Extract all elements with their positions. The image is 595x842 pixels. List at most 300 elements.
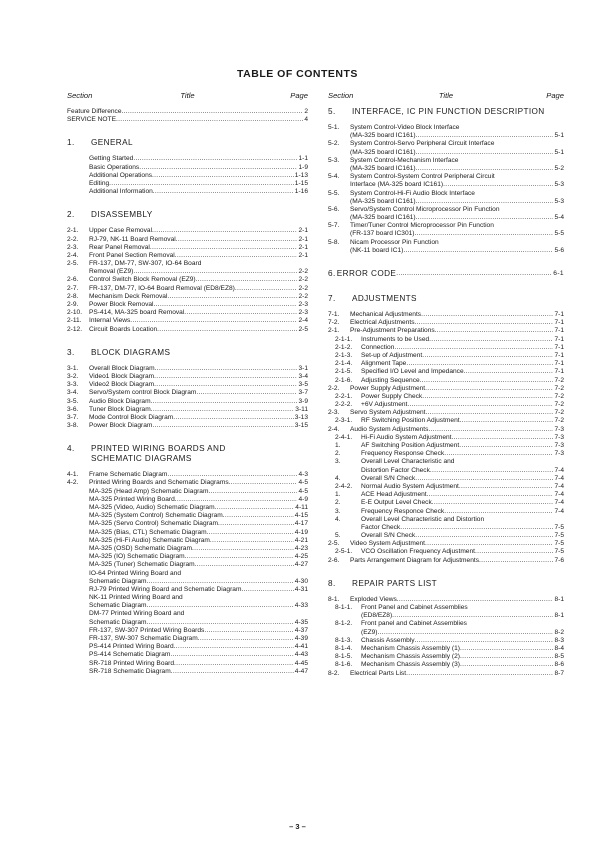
header-page: Page — [290, 91, 308, 100]
entry-number: 3-5. — [67, 397, 79, 405]
toc-entry — [67, 155, 308, 163]
section-heading — [328, 268, 564, 280]
toc-entry — [67, 643, 308, 651]
toc-left-column — [67, 92, 308, 676]
entry-page: 4-17 — [294, 520, 308, 528]
entry-number: 2-1-3. — [335, 351, 353, 359]
section-title: GENERAL — [91, 138, 133, 148]
dot-leader — [416, 165, 554, 173]
dot-leader — [429, 336, 553, 344]
entry-number: 1. — [335, 491, 341, 499]
dot-leader — [154, 301, 298, 309]
entry-page: 4-37 — [294, 626, 308, 634]
dot-leader — [155, 365, 298, 373]
entry-title: MA-325 (Bias, CTL) Schematic Diagram — [89, 528, 207, 536]
dot-leader — [157, 326, 297, 334]
entry-number: 2-9. — [67, 301, 79, 308]
dot-leader — [130, 317, 297, 325]
dot-leader — [147, 619, 294, 627]
entry-number: 2-3. — [67, 243, 79, 251]
entry-page: 7-2 — [554, 401, 564, 409]
entry-title: Video1 Block Diagram — [89, 372, 155, 380]
section-number: 7. — [328, 294, 336, 303]
entry-title: Upper Case Removal — [89, 227, 153, 235]
toc-entry — [328, 516, 564, 524]
dot-leader — [218, 520, 294, 528]
section-title: INTERFACE, IC PIN FUNCTION DESCRIPTION — [352, 107, 545, 116]
entry-title: SERVICE NOTE — [67, 116, 116, 124]
toc-entry — [328, 467, 564, 475]
entry-page: 8-3 — [554, 636, 564, 644]
dot-leader — [210, 537, 294, 545]
entry-title: (MA-325 board IC161) — [350, 214, 416, 222]
toc-entry — [67, 309, 308, 317]
entry-page: 7-4 — [554, 491, 564, 499]
dot-leader — [116, 116, 303, 124]
dot-leader — [400, 524, 553, 532]
entry-page: 7-2 — [554, 392, 564, 400]
dot-leader — [150, 244, 298, 252]
section-title: DISASSEMBLY — [91, 210, 153, 220]
toc-entry — [67, 520, 308, 528]
entry-page: 2-3 — [298, 309, 308, 317]
entry-title: Nicam Processor Pin Function — [350, 238, 439, 246]
entry-title: FR-137, SW-307 Printed Wiring Boards — [89, 626, 205, 634]
dot-leader — [152, 227, 297, 235]
toc-entry — [328, 508, 564, 516]
toc-entry — [328, 157, 564, 165]
section-title: PRINTED WIRING BOARDS AND — [91, 444, 226, 454]
entry-title: Mechanism Chassis Assembly (2) — [361, 653, 460, 661]
dot-leader — [392, 612, 553, 620]
entry-number: 5-1. — [328, 124, 340, 131]
entry-page: 4-43 — [294, 651, 308, 659]
entry-page: 4-47 — [294, 667, 308, 675]
toc-entry — [328, 540, 564, 548]
entry-page: 2-2 — [298, 292, 308, 300]
entry-title: Alignment Tape — [361, 360, 407, 368]
entry-page: 7-3 — [554, 450, 564, 458]
entry-page: 7-1 — [554, 351, 564, 359]
toc-entry — [328, 596, 564, 604]
section-heading — [67, 347, 308, 359]
entry-number: 8-1-2. — [335, 620, 353, 628]
dot-leader — [432, 499, 554, 507]
dot-leader — [207, 529, 294, 537]
entry-title: Pre-Adjustment Preparations — [350, 327, 435, 335]
entry-number: 7-2. — [328, 319, 340, 327]
toc-entry — [67, 326, 308, 334]
toc-entry — [67, 635, 308, 643]
entry-page: 7-3 — [554, 425, 564, 433]
section-heading — [328, 293, 564, 305]
entry-number: 2-5. — [328, 540, 340, 548]
entry-title: Power Block Diagram — [89, 422, 153, 430]
entry-number: 3-7. — [67, 413, 79, 421]
column-header — [328, 92, 564, 103]
section-heading — [328, 578, 564, 590]
dot-leader — [406, 360, 553, 368]
entry-page: 7-2 — [554, 376, 564, 384]
dot-leader — [415, 230, 554, 238]
entry-number: 4. — [335, 515, 341, 523]
toc-entry — [328, 173, 564, 181]
dot-leader — [416, 149, 554, 157]
entry-title: Mechanical Adjustments — [350, 311, 422, 318]
toc-entry — [328, 450, 564, 458]
dot-leader — [426, 409, 554, 417]
entry-page: 8-2 — [554, 628, 564, 636]
toc-entry — [67, 398, 308, 406]
entry-title: System Control-Servo Peripheral Circuit Interface — [350, 140, 495, 148]
toc-entry — [67, 276, 308, 284]
entry-page: 4-3 — [298, 471, 308, 479]
entry-number: 3-8. — [67, 422, 79, 430]
entry-page: 7-1 — [554, 343, 564, 351]
dot-leader — [185, 553, 294, 561]
toc-entry — [328, 385, 564, 393]
entry-number: 3. — [335, 507, 341, 515]
entry-page: 7-1 — [554, 335, 564, 343]
toc-entry — [328, 645, 564, 653]
toc-entry — [328, 401, 564, 409]
toc-entry — [67, 293, 308, 301]
entry-page: 8-1 — [554, 612, 564, 620]
entry-title: Circuit Boards Location — [89, 325, 158, 333]
section-disassembly — [67, 209, 308, 333]
toc-entry — [328, 190, 564, 198]
dot-leader — [421, 311, 553, 319]
header-section: Section — [328, 91, 354, 100]
toc-entry — [328, 442, 564, 450]
entry-number: 8-1. — [328, 595, 340, 603]
section-title: SCHEMATIC DIAGRAMS — [91, 454, 192, 464]
toc-entry — [67, 180, 308, 188]
entry-page: 4 — [304, 116, 308, 124]
toc-entry — [67, 602, 308, 610]
entry-page: 2-2 — [298, 284, 308, 292]
toc-entry — [328, 604, 564, 612]
dot-leader — [430, 467, 554, 475]
entry-title: Timer/Tuner Control Microprocessor Pin Function — [350, 222, 494, 230]
entry-title: Removal (EZ9) — [89, 268, 134, 276]
entry-title: RJ-79, NK-11 Board Removal — [89, 235, 176, 243]
entry-title: PS-414 Schematic Diagram — [89, 651, 171, 659]
dot-leader — [122, 108, 304, 116]
dot-leader — [475, 548, 553, 556]
toc-entry — [328, 532, 564, 540]
entry-title: Mode Control Block Diagram — [89, 413, 174, 421]
entry-number: 2-2. — [67, 235, 79, 243]
toc-entry — [328, 629, 564, 637]
toc-entry — [67, 545, 308, 553]
header-title: Title — [180, 91, 195, 100]
toc-entry — [328, 311, 564, 319]
dot-leader — [147, 578, 294, 586]
toc-entry — [328, 360, 564, 368]
dot-leader — [174, 643, 294, 651]
entry-number: 2-2-2. — [335, 401, 353, 409]
entry-page: 5-1 — [554, 132, 564, 140]
entry-number: 2-6. — [328, 556, 340, 564]
section-number: 5. — [328, 107, 336, 116]
entry-title: (MA-325 board IC161) — [350, 148, 416, 156]
toc-entry — [328, 124, 564, 132]
entry-title: (MA-325 board IC161) — [350, 132, 416, 140]
entry-number: 3. — [335, 458, 341, 466]
entry-number: 2-8. — [67, 292, 79, 300]
entry-page: 2-3 — [298, 301, 308, 308]
entry-number: 2. — [335, 450, 341, 458]
entry-number: 3-2. — [67, 372, 79, 380]
dot-leader — [154, 381, 297, 389]
entry-title: (ED8/EZ8) — [361, 612, 393, 620]
entry-number: 5-6. — [328, 205, 340, 213]
entry-page: 7-5 — [554, 540, 564, 548]
toc-entry — [328, 475, 564, 483]
dot-leader — [109, 180, 294, 188]
entry-number: 5-3. — [328, 156, 340, 164]
entry-page: 7-5 — [554, 523, 564, 531]
dot-leader — [151, 406, 295, 414]
entry-title: Front Panel Section Removal — [89, 251, 175, 259]
toc-entry — [67, 586, 308, 594]
toc-entry — [328, 165, 564, 173]
section-number: 1. — [67, 138, 75, 148]
toc-entry — [67, 537, 308, 545]
dot-leader — [460, 653, 554, 661]
dot-leader — [235, 285, 298, 293]
entry-number: 8-1-6. — [335, 661, 353, 669]
entry-title: Overall Block Diagram — [89, 364, 155, 372]
toc-entry — [328, 670, 564, 678]
entry-page: 7-1 — [554, 311, 564, 318]
entry-title: PS-414 Printed Wiring Board — [89, 643, 174, 651]
entry-page: 8-5 — [554, 653, 564, 661]
entry-page: 3-15 — [294, 422, 308, 430]
entry-page: 1-16 — [294, 188, 308, 196]
toc-entry — [67, 236, 308, 244]
entry-page: 4-5 — [298, 487, 308, 495]
toc-entry — [67, 619, 308, 627]
entry-title: MA-325 (OSD) Schematic Diagram — [89, 544, 192, 552]
entry-number: 4-1. — [67, 471, 79, 479]
entry-page: 4-21 — [294, 536, 308, 544]
toc-entry — [67, 610, 308, 618]
toc-entry — [328, 409, 564, 417]
entry-page: 7-4 — [554, 482, 564, 490]
entry-title: Frequency Response Check — [361, 450, 445, 458]
toc-entry — [67, 594, 308, 602]
entry-title: Mechanism Chassis Assembly (3) — [361, 661, 460, 669]
entry-page: 7-4 — [554, 499, 564, 507]
entry-number: 2-4-2. — [335, 482, 353, 490]
dot-leader — [152, 422, 293, 430]
entry-number: 5-5. — [328, 189, 340, 197]
toc-entry — [328, 352, 564, 360]
entry-page: 2-2 — [298, 276, 308, 284]
entry-title: Power Supply Adjustment — [350, 384, 426, 392]
dot-leader — [415, 637, 554, 645]
section-block-diagrams — [67, 347, 308, 431]
entry-title: MA-325 (IO) Schematic Diagram — [89, 553, 185, 561]
section-title: BLOCK DIAGRAMS — [91, 347, 171, 357]
entry-page: 3-11 — [295, 405, 308, 413]
entry-title: NK-11 Printed Wiring Board and — [89, 594, 183, 602]
toc-right-column — [328, 92, 564, 678]
entry-page: 3-1 — [298, 364, 308, 372]
toc-entry — [328, 483, 564, 491]
dot-leader — [208, 488, 297, 496]
entry-title: (MA-325 board IC161) — [350, 164, 416, 172]
dot-leader — [176, 236, 298, 244]
dot-leader — [425, 540, 553, 548]
toc-entry — [328, 149, 564, 157]
dot-leader — [198, 635, 294, 643]
entry-page: 4-23 — [294, 544, 308, 552]
dot-leader — [416, 132, 554, 140]
entry-number: 2-2. — [328, 384, 340, 392]
entry-title: MA-325 (Video, Audio) Schematic Diagram — [89, 504, 215, 511]
toc-entry — [67, 268, 308, 276]
entry-title: RF Switching Position Adjustment — [361, 417, 460, 425]
entry-page: 8-6 — [554, 661, 564, 669]
entry-title: Additional Information — [89, 188, 153, 196]
entry-number: 5-8. — [328, 238, 340, 246]
entry-number: 5. — [335, 532, 341, 540]
toc-entry — [67, 668, 308, 676]
entry-number: 1. — [335, 442, 341, 449]
entry-title: MA-325 (System Control) Schematic Diagram — [89, 512, 223, 520]
entry-title: Printed Wiring Boards and Schematic Diagrams — [89, 479, 229, 487]
dot-leader — [444, 508, 553, 516]
entry-title: Instruments to be Used — [361, 335, 430, 343]
entry-title: Electrical Parts List — [350, 669, 407, 677]
entry-number: 2-10. — [67, 309, 83, 317]
toc-entry — [67, 512, 308, 520]
toc-entry — [67, 553, 308, 561]
entry-title: RJ-79 Printed Wiring Board and Schematic Diagram — [89, 585, 242, 593]
entry-title: MA-325 (Tuner) Schematic Diagram — [89, 561, 195, 569]
entry-page: 7-3 — [554, 442, 564, 449]
dot-leader — [204, 627, 293, 635]
dot-leader — [403, 247, 553, 255]
entry-page: 7-2 — [554, 409, 564, 417]
dot-leader — [184, 309, 297, 317]
entry-page: 7-5 — [554, 548, 564, 556]
toc-entry — [67, 570, 308, 578]
entry-number: 2-5. — [67, 260, 79, 268]
entry-title: Power Block Removal — [89, 301, 154, 308]
dot-leader — [407, 401, 553, 409]
entry-page: 5-4 — [554, 214, 564, 222]
entry-page: 7-4 — [554, 507, 564, 515]
dot-leader — [192, 545, 294, 553]
entry-page: 3-9 — [298, 397, 308, 405]
entry-number: 7-1. — [328, 311, 340, 318]
section-adjustments — [328, 293, 564, 565]
entry-page: 4-5 — [298, 479, 308, 487]
entry-page: 4-33 — [294, 602, 308, 610]
entry-title: Feature Difference — [67, 108, 122, 115]
section-title: ERROR CODE — [336, 269, 397, 278]
entry-page: 8-1 — [554, 595, 564, 603]
section-heading — [328, 106, 564, 118]
entry-title: Normal Audio System Adjustment — [361, 482, 459, 490]
entry-title: Editing — [89, 179, 110, 187]
toc-entry — [67, 651, 308, 659]
entry-number: 5-7. — [328, 222, 340, 230]
entry-page: 1-9 — [298, 163, 308, 171]
entry-title: Front panel and Cabinet Assemblies — [361, 620, 467, 628]
entry-number: 2. — [335, 499, 341, 507]
entry-title: MA-325 (Hi-Fi Audio) Schematic Diagram — [89, 536, 210, 544]
section-number: 3. — [67, 347, 75, 357]
toc-entry — [328, 491, 564, 499]
toc-entry — [67, 389, 308, 397]
entry-title: Exploded Views — [350, 595, 397, 603]
entry-title: Electrical Adjustments — [350, 319, 415, 327]
toc-entry — [328, 393, 564, 401]
dot-leader — [459, 483, 554, 491]
entry-title: Internal Views — [89, 317, 131, 325]
dot-leader — [171, 668, 294, 676]
dot-leader — [133, 268, 297, 276]
entry-page: 7-3 — [554, 433, 564, 441]
section-heading — [67, 137, 308, 149]
toc-entry — [67, 578, 308, 586]
section-repair-parts — [328, 578, 564, 678]
entry-page: 4-11 — [295, 504, 308, 511]
toc-entry — [328, 499, 564, 507]
entry-page: 2-1 — [298, 235, 308, 243]
entry-title: System Control-Hi-Fi Audio Block Interface — [350, 189, 475, 197]
toc-entry — [328, 548, 564, 556]
dot-leader — [196, 389, 297, 397]
entry-title: Hi-Fi Audio System Adjustment — [361, 433, 452, 441]
entry-page: 7-6 — [554, 556, 564, 564]
entry-number: 4. — [335, 474, 341, 482]
entry-page: 4-39 — [294, 635, 308, 642]
toc-entry — [67, 301, 308, 309]
dot-leader — [377, 629, 553, 637]
toc-entry — [328, 557, 564, 565]
entry-page: 4-31 — [294, 585, 308, 593]
section-error-code — [328, 268, 564, 280]
dot-leader — [425, 385, 553, 393]
entry-title: Schematic Diagram — [89, 577, 147, 585]
toc-entry — [67, 188, 308, 196]
toc-entry — [328, 426, 564, 434]
dot-leader — [167, 293, 297, 301]
toc-entry — [67, 172, 308, 180]
entry-number: 2-2-1. — [335, 392, 353, 400]
dot-leader — [416, 214, 554, 222]
entry-number: 2-1-4. — [335, 360, 353, 368]
toc-entry — [67, 227, 308, 235]
entry-number: 3-6. — [67, 405, 79, 413]
entry-page: 2-1 — [298, 251, 308, 259]
toc-entry — [328, 239, 564, 247]
toc-entry — [328, 377, 564, 385]
dot-leader — [416, 198, 554, 206]
entry-page: 2-1 — [298, 227, 308, 235]
dot-leader — [415, 475, 553, 483]
dot-leader — [139, 164, 297, 172]
dot-leader — [241, 586, 293, 594]
entry-number: 2-1. — [67, 227, 79, 235]
entry-page: 1-1 — [298, 155, 308, 163]
